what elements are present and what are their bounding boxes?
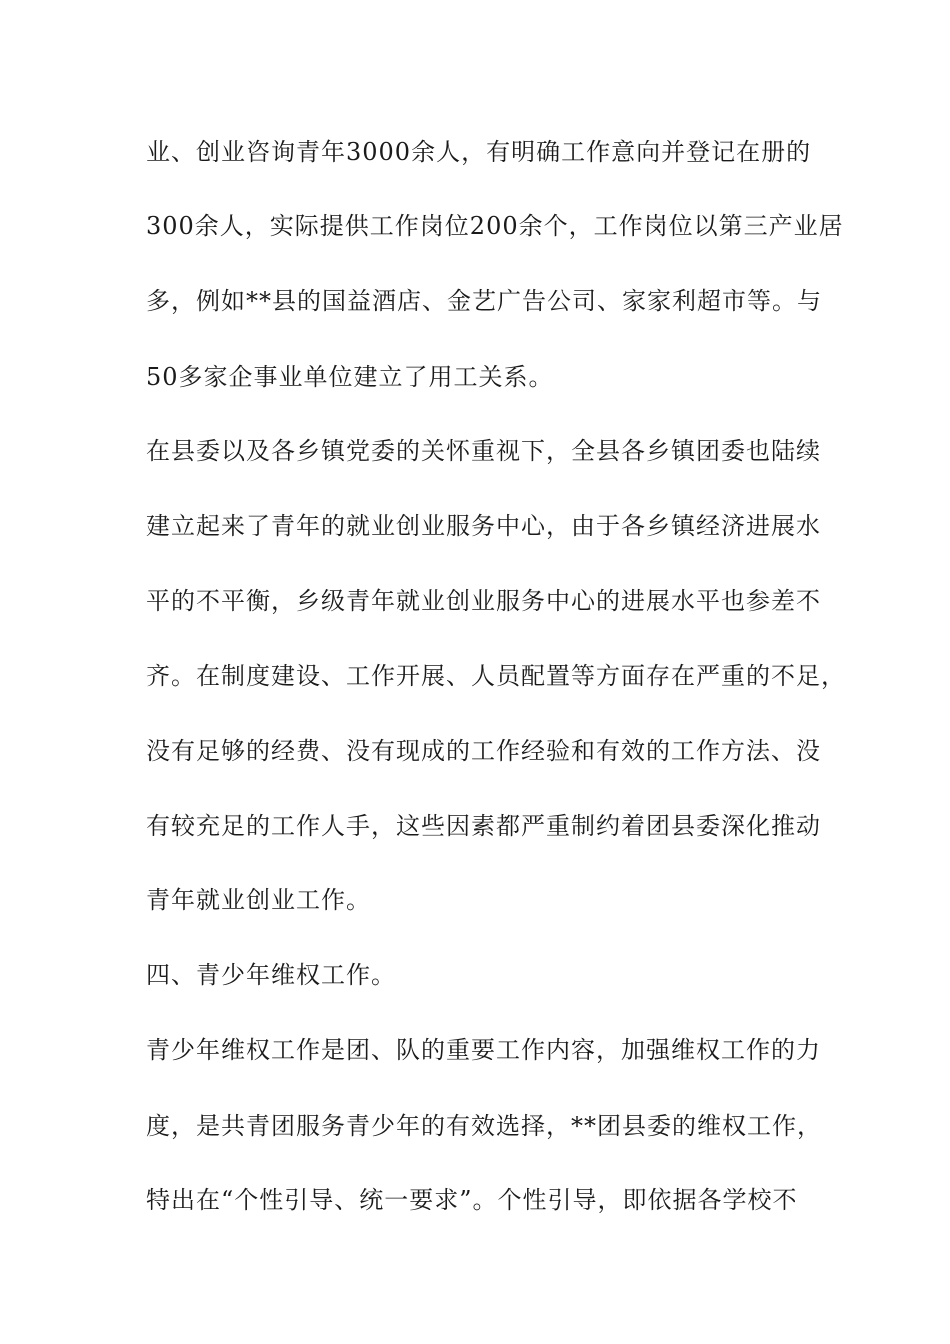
text-line: 齐。在制度建设、工作开展、人员配置等方面存在严重的不足， xyxy=(146,662,846,690)
text-line: 建立起来了青年的就业创业服务中心，由于各乡镇经济进展水 xyxy=(146,512,821,540)
text-line: 没有足够的经费、没有现成的工作经验和有效的工作方法、没 xyxy=(146,737,821,765)
text-line: 度，是共青团服务青少年的有效选择，**团县委的维权工作， xyxy=(146,1112,822,1140)
text-line: 在县委以及各乡镇党委的关怀重视下，全县各乡镇团委也陆续 xyxy=(146,437,821,465)
text-line: 多，例如**县的国益酒店、金艺广告公司、家家利超市等。与 xyxy=(146,287,822,315)
text-line: 青少年维权工作是团、队的重要工作内容，加强维权工作的力 xyxy=(146,1036,821,1064)
text-line: 有较充足的工作人手，这些因素都严重制约着团县委深化推动 xyxy=(146,812,821,840)
section-heading: 四、青少年维权工作。 xyxy=(146,961,396,989)
text-line: 50多家企事业单位建立了用工关系。 xyxy=(146,363,554,391)
text-line: 特出在“个性引导、统一要求”。个性引导，即依据各学校不 xyxy=(146,1186,798,1214)
text-line: 业、创业咨询青年3000余人，有明确工作意向并登记在册的 xyxy=(146,138,812,166)
text-line: 青年就业创业工作。 xyxy=(146,886,371,914)
text-line: 平的不平衡，乡级青年就业创业服务中心的进展水平也参差不 xyxy=(146,587,821,615)
text-line: 300余人，实际提供工作岗位200余个，工作岗位以第三产业居 xyxy=(146,212,844,240)
